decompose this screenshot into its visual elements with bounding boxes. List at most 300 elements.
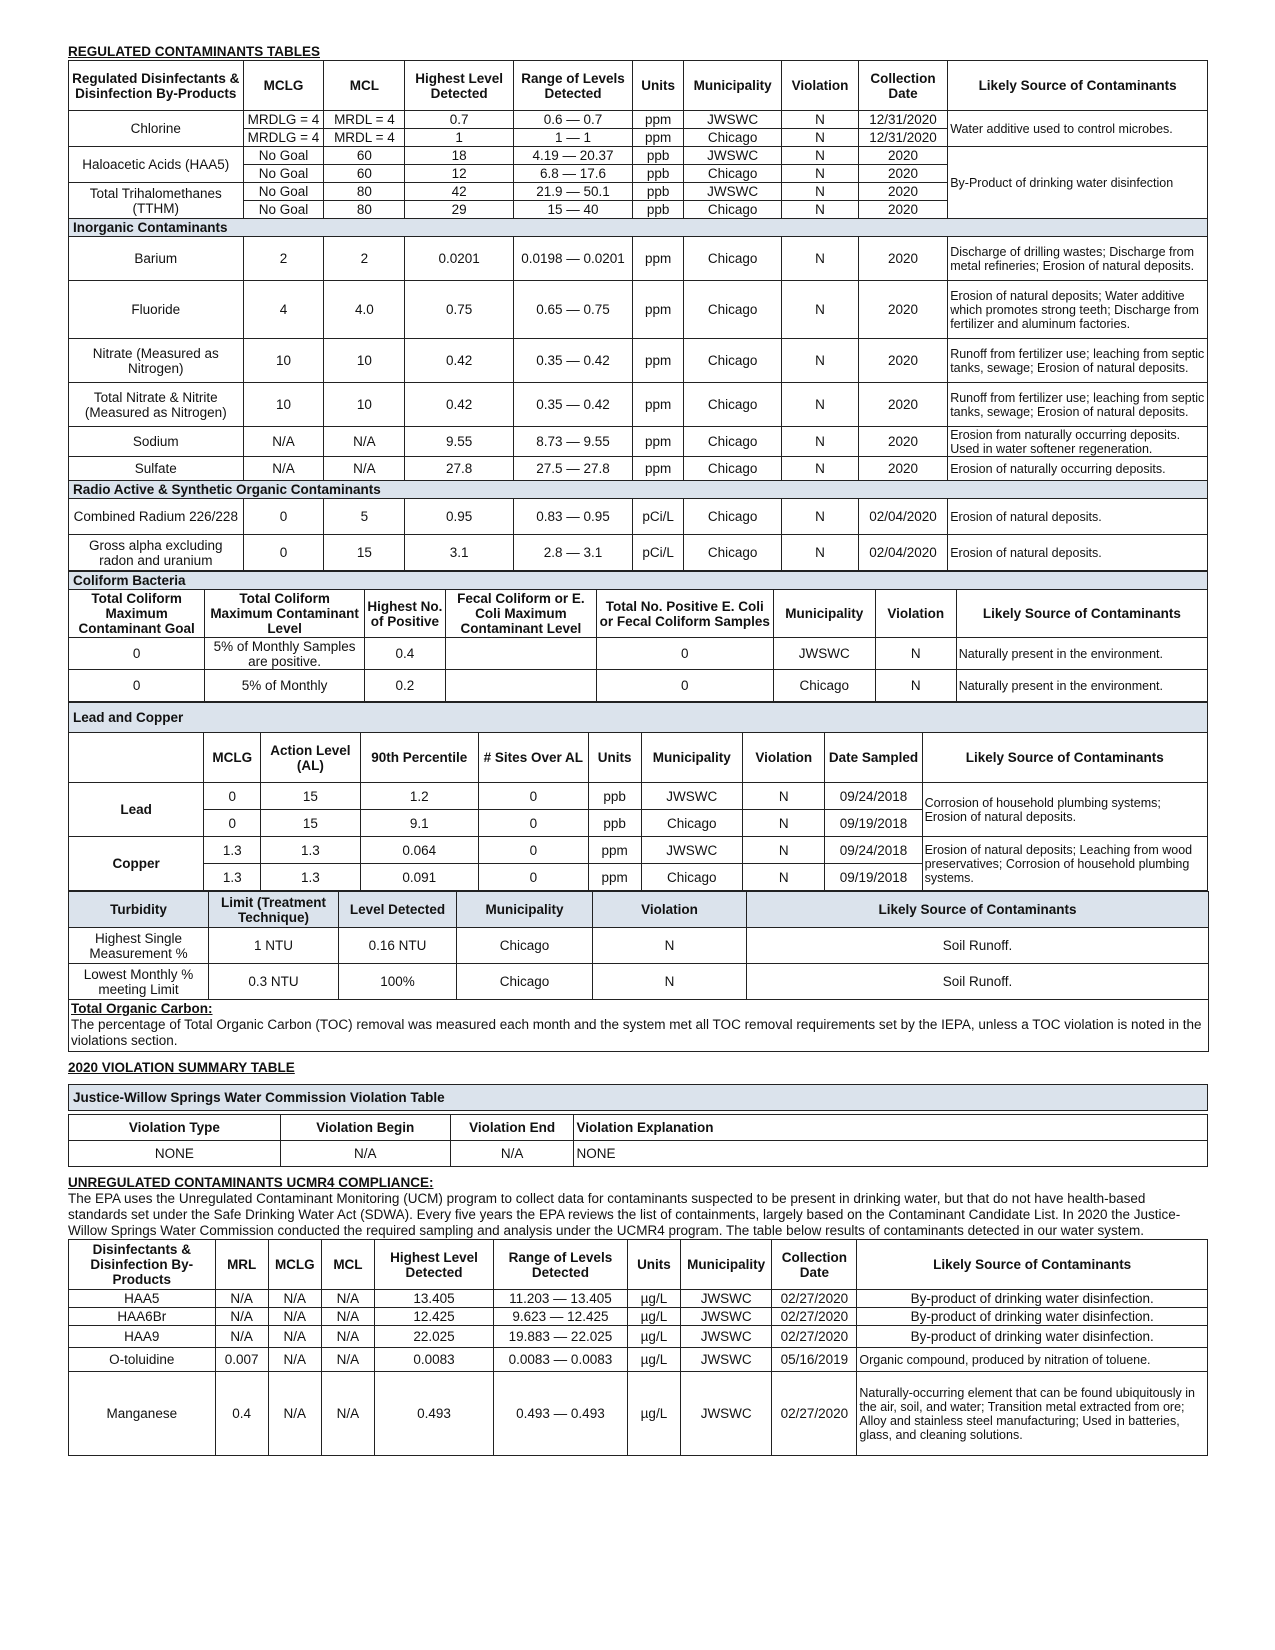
- cell: JWSWC: [684, 183, 782, 201]
- cell: Chicago: [684, 165, 782, 183]
- table-row: [69, 1290, 1208, 1308]
- cell: Soil Runoff.: [747, 964, 1209, 1000]
- cell: 0: [478, 810, 588, 837]
- cell: O-toluidine: [69, 1348, 216, 1372]
- radio-band: [69, 481, 1208, 499]
- cell: µg/L: [627, 1348, 680, 1372]
- col-header: Turbidity: [69, 892, 209, 928]
- cell: 80: [324, 201, 405, 219]
- col-header: Violation End: [450, 1115, 574, 1141]
- cell: ppm: [633, 457, 684, 481]
- cell: 0.007: [215, 1348, 268, 1372]
- violation-title: 2020 VIOLATION SUMMARY TABLE: [68, 1060, 295, 1075]
- cell: 12: [405, 165, 514, 183]
- coliform-table: [68, 571, 1208, 702]
- cell: N: [782, 111, 859, 129]
- cell: 02/04/2020: [858, 535, 947, 571]
- cell: 0: [478, 864, 588, 891]
- cell: 0.0083: [375, 1348, 494, 1372]
- cell: 60: [324, 147, 405, 165]
- ucmr-rows: [69, 1290, 1208, 1456]
- cell: 60: [324, 165, 405, 183]
- cell: N: [782, 183, 859, 201]
- col-header: Likely Source of Contaminants: [747, 892, 1209, 928]
- cell: N: [782, 535, 859, 571]
- cell: JWSWC: [684, 111, 782, 129]
- violation-header-row: [69, 1115, 1208, 1141]
- cell: HAA5: [69, 1290, 216, 1308]
- cell: 6.8 — 17.6: [513, 165, 632, 183]
- col-header: Level Detected: [339, 892, 457, 928]
- cell: N: [743, 783, 825, 810]
- table-row: [69, 1348, 1208, 1372]
- cell: 1.3: [204, 864, 261, 891]
- col-header: Highest Level Detected: [375, 1240, 494, 1290]
- cell: Runoff from fertilizer use; leaching from septic tanks, sewage; Erosion of natural deposits.: [948, 339, 1208, 383]
- col-header: Violation: [743, 733, 825, 783]
- cell: N: [782, 201, 859, 219]
- cell: 02/27/2020: [772, 1372, 857, 1456]
- cell: 19.883 — 22.025: [494, 1326, 628, 1348]
- radio-rows: [69, 499, 1208, 571]
- cell: 5% of Monthly: [205, 670, 365, 702]
- cell: N: [782, 427, 859, 457]
- cell: Highest Single Measurement %: [69, 928, 209, 964]
- cell: N/A: [215, 1290, 268, 1308]
- coliform-header-row: [69, 590, 1208, 638]
- table-row: [69, 928, 1209, 964]
- col-header: Collection Date: [772, 1240, 857, 1290]
- cell: N/A: [280, 1141, 450, 1167]
- cell: 0.0198 — 0.0201: [513, 237, 632, 281]
- col-header: Municipality: [681, 1240, 772, 1290]
- cell: 10: [243, 339, 324, 383]
- cell: N: [875, 638, 956, 670]
- cell: pCi/L: [633, 499, 684, 535]
- cell: N/A: [321, 1326, 374, 1348]
- cell: 0: [243, 535, 324, 571]
- cell: Chicago: [684, 237, 782, 281]
- cell: 2020: [858, 147, 947, 165]
- cell: 2020: [858, 383, 947, 427]
- cell: HAA9: [69, 1326, 216, 1348]
- col-header: Likely Source of Contaminants: [922, 733, 1207, 783]
- cell: JWSWC: [681, 1308, 772, 1326]
- cell: 5: [324, 499, 405, 535]
- blank-header: [69, 733, 204, 783]
- cell: 0: [69, 670, 205, 702]
- cell: Chicago: [684, 129, 782, 147]
- table-row: [69, 670, 1208, 702]
- col-header: Total Coliform Maximum Contaminant Goal: [69, 590, 205, 638]
- cell: µg/L: [627, 1290, 680, 1308]
- cell: Soil Runoff.: [747, 928, 1209, 964]
- cell: ppm: [633, 281, 684, 339]
- col-header: Municipality: [773, 590, 875, 638]
- table-row: [69, 237, 1208, 281]
- cell: N: [782, 457, 859, 481]
- coliform-title: Coliform Bacteria: [69, 572, 1208, 590]
- radio-title: Radio Active & Synthetic Organic Contaminants: [69, 481, 1208, 499]
- cell: Erosion of natural deposits.: [948, 499, 1208, 535]
- col-header: Total Coliform Maximum Contaminant Level: [205, 590, 365, 638]
- cell: Lowest Monthly % meeting Limit: [69, 964, 209, 1000]
- cell: Manganese: [69, 1372, 216, 1456]
- cell: 2020: [858, 339, 947, 383]
- cell: N/A: [215, 1326, 268, 1348]
- col-header: Municipality: [457, 892, 593, 928]
- table-row: [69, 339, 1208, 383]
- cell: 2: [243, 237, 324, 281]
- col-header: Highest Level Detected: [405, 61, 514, 111]
- cell: 0.493: [375, 1372, 494, 1456]
- cell: ppb: [633, 183, 684, 201]
- cell: Discharge of drilling wastes; Discharge from metal refineries; Erosion of natural deposits.: [948, 237, 1208, 281]
- col-header: Violation: [593, 892, 747, 928]
- col-header: Range of Levels Detected: [494, 1240, 628, 1290]
- col-header: MRL: [215, 1240, 268, 1290]
- coliform-rows: [69, 638, 1208, 702]
- cell: µg/L: [627, 1372, 680, 1456]
- col-header: Likely Source of Contaminants: [948, 61, 1208, 111]
- col-header: MCL: [324, 61, 405, 111]
- cell: 2: [324, 237, 405, 281]
- cell: 4: [243, 281, 324, 339]
- cell: ppm: [633, 129, 684, 147]
- cell: Chicago: [684, 383, 782, 427]
- toc-row: [69, 1000, 1209, 1052]
- cell: 2020: [858, 237, 947, 281]
- cell: N/A: [243, 427, 324, 457]
- turbidity-header-row: [69, 892, 1209, 928]
- cell: 0.65 — 0.75: [513, 281, 632, 339]
- cell: 0: [596, 670, 773, 702]
- cell: ppm: [588, 864, 641, 891]
- cell: 3.1: [405, 535, 514, 571]
- col-header: Date Sampled: [825, 733, 922, 783]
- cell: 10: [243, 383, 324, 427]
- cell: 12/31/2020: [858, 129, 947, 147]
- cell: Organic compound, produced by nitration of toluene.: [857, 1348, 1208, 1372]
- cell: 15: [261, 810, 360, 837]
- col-header: Likely Source of Contaminants: [857, 1240, 1208, 1290]
- col-header: Likely Source of Contaminants: [956, 590, 1207, 638]
- cell: 05/16/2019: [772, 1348, 857, 1372]
- cell: 0: [204, 810, 261, 837]
- table-row: [69, 457, 1208, 481]
- cell: Barium: [69, 237, 244, 281]
- cell: Naturally-occurring element that can be found ubiquitously in the air, soil, and water; Transition metal extracted from ore; Alloy and stainless steel manufacturing; Used in batteries, glass, and cleaning solutions.: [857, 1372, 1208, 1456]
- cell: MRDLG = 4: [243, 111, 324, 129]
- cell: 09/19/2018: [825, 810, 922, 837]
- cell: Nitrate (Measured as Nitrogen): [69, 339, 244, 383]
- cell: Chicago: [684, 535, 782, 571]
- cell: N: [782, 339, 859, 383]
- cell: Erosion of natural deposits.: [948, 535, 1208, 571]
- cell: Chicago: [684, 201, 782, 219]
- cell: 9.1: [360, 810, 478, 837]
- cell: 0.4: [215, 1372, 268, 1456]
- cell: Erosion from naturally occurring deposits. Used in water softener regeneration.: [948, 427, 1208, 457]
- cell: N: [875, 670, 956, 702]
- cell: Chicago: [684, 457, 782, 481]
- cell: N: [782, 383, 859, 427]
- cell: Chicago: [457, 928, 593, 964]
- document-page: [68, 44, 1208, 1456]
- cell: 8.73 — 9.55: [513, 427, 632, 457]
- cell: Chicago: [684, 339, 782, 383]
- lead-copper-band: [69, 703, 1208, 733]
- cell: 0.4: [364, 638, 445, 670]
- cell: N/A: [321, 1308, 374, 1326]
- cell: Chicago: [457, 964, 593, 1000]
- cell: N: [782, 237, 859, 281]
- col-header: Units: [588, 733, 641, 783]
- cell: 15 — 40: [513, 201, 632, 219]
- cell: Total Nitrate & Nitrite (Measured as Nitrogen): [69, 383, 244, 427]
- cell: 2020: [858, 183, 947, 201]
- cell: N: [743, 864, 825, 891]
- cell: 9.623 — 12.425: [494, 1308, 628, 1326]
- col-header: Violation Begin: [280, 1115, 450, 1141]
- cell: 0.0083 — 0.0083: [494, 1348, 628, 1372]
- cell: JWSWC: [681, 1348, 772, 1372]
- inorganic-title: Inorganic Contaminants: [69, 219, 1208, 237]
- cell: No Goal: [243, 183, 324, 201]
- cell: 1.3: [261, 837, 360, 864]
- cell: N: [782, 147, 859, 165]
- cell: 02/27/2020: [772, 1308, 857, 1326]
- cell: 100%: [339, 964, 457, 1000]
- cell: 1.2: [360, 783, 478, 810]
- cell: N: [743, 837, 825, 864]
- cell: N: [782, 165, 859, 183]
- col-header: Violation: [875, 590, 956, 638]
- cell: 0.091: [360, 864, 478, 891]
- regulated-title: REGULATED CONTAMINANTS TABLES: [68, 44, 320, 59]
- cell: 0.35 — 0.42: [513, 339, 632, 383]
- cell: 42: [405, 183, 514, 201]
- table-row: [69, 281, 1208, 339]
- cell: Runoff from fertilizer use; leaching from septic tanks, sewage; Erosion of natural deposits.: [948, 383, 1208, 427]
- toc-text: The percentage of Total Organic Carbon (TOC) removal was measured each month and the system met all TOC removal requirements set by the IEPA, unless a TOC violation is noted in the violations section.: [71, 1017, 1202, 1048]
- table-row: [69, 1372, 1208, 1456]
- cell: Chicago: [641, 864, 742, 891]
- cell: Chicago: [641, 810, 742, 837]
- cell: 2020: [858, 427, 947, 457]
- cell: 22.025: [375, 1326, 494, 1348]
- cell: 0: [596, 638, 773, 670]
- col-header: Action Level (AL): [261, 733, 360, 783]
- table-row: [69, 383, 1208, 427]
- turbidity-table: [68, 891, 1209, 1052]
- cell: NONE: [574, 1141, 1208, 1167]
- cell: N/A: [324, 457, 405, 481]
- cell: 4.19 — 20.37: [513, 147, 632, 165]
- cell: N/A: [324, 427, 405, 457]
- table-row: [69, 837, 1208, 864]
- cell: 27.8: [405, 457, 514, 481]
- col-header: Municipality: [684, 61, 782, 111]
- table-row: [69, 147, 1208, 165]
- cell: No Goal: [243, 201, 324, 219]
- col-header: Total No. Positive E. Coli or Fecal Coliform Samples: [596, 590, 773, 638]
- table-row: [69, 111, 1208, 129]
- cell: JWSWC: [641, 837, 742, 864]
- cell: 02/27/2020: [772, 1326, 857, 1348]
- cell: ppb: [633, 147, 684, 165]
- col-header: Units: [627, 1240, 680, 1290]
- cell: 0.7: [405, 111, 514, 129]
- cell: JWSWC: [684, 147, 782, 165]
- cell: 2020: [858, 281, 947, 339]
- col-header: Violation Explanation: [574, 1115, 1208, 1141]
- col-header: Fecal Coliform or E. Coli Maximum Contaminant Level: [445, 590, 596, 638]
- cell: 0.493 — 0.493: [494, 1372, 628, 1456]
- cell: 5% of Monthly Samples are positive.: [205, 638, 365, 670]
- cell: N/A: [321, 1372, 374, 1456]
- cell: 10: [324, 383, 405, 427]
- turbidity-rows: [69, 928, 1209, 1000]
- table-row: [69, 499, 1208, 535]
- cell: JWSWC: [773, 638, 875, 670]
- col-header: MCLG: [268, 1240, 321, 1290]
- cell: 0.42: [405, 383, 514, 427]
- lead-copper-table: [68, 702, 1208, 891]
- cell: 09/19/2018: [825, 864, 922, 891]
- cell: By-product of drinking water disinfection.: [857, 1326, 1208, 1348]
- cell: Corrosion of household plumbing systems; Erosion of natural deposits.: [922, 783, 1207, 837]
- cell: 10: [324, 339, 405, 383]
- cell: N/A: [321, 1348, 374, 1372]
- cell: 9.55: [405, 427, 514, 457]
- violation-row: [69, 1141, 1208, 1167]
- col-header: MCL: [321, 1240, 374, 1290]
- cell: No Goal: [243, 165, 324, 183]
- cell: ppm: [633, 237, 684, 281]
- cell: 02/04/2020: [858, 499, 947, 535]
- cell: JWSWC: [681, 1326, 772, 1348]
- col-header: MCLG: [204, 733, 261, 783]
- table-row: [69, 964, 1209, 1000]
- cell: Gross alpha excluding radon and uranium: [69, 535, 244, 571]
- cell: 12/31/2020: [858, 111, 947, 129]
- cell: 21.9 — 50.1: [513, 183, 632, 201]
- cell: N/A: [243, 457, 324, 481]
- col-header: Units: [633, 61, 684, 111]
- cell: 0: [243, 499, 324, 535]
- table-row: [69, 783, 1208, 810]
- coliform-band: [69, 572, 1208, 590]
- toc-title: Total Organic Carbon:: [71, 1001, 213, 1016]
- col-header: MCLG: [243, 61, 324, 111]
- cell: 09/24/2018: [825, 837, 922, 864]
- cell: N/A: [215, 1308, 268, 1326]
- lead-copper-header-row: [69, 733, 1208, 783]
- cell: ppm: [588, 837, 641, 864]
- cell: Sulfate: [69, 457, 244, 481]
- cell: N/A: [268, 1326, 321, 1348]
- cell: Lead: [69, 783, 204, 837]
- cell: Naturally present in the environment.: [956, 670, 1207, 702]
- cell: Chlorine: [69, 111, 244, 147]
- col-header: Disinfectants & Disinfection By-Products: [69, 1240, 216, 1290]
- disinfect-rows: [69, 111, 1208, 219]
- cell: 0.3 NTU: [209, 964, 339, 1000]
- cell: [445, 638, 596, 670]
- ucmr-title: UNREGULATED CONTAMINANTS UCMR4 COMPLIANCE:: [68, 1175, 434, 1190]
- cell: N: [782, 499, 859, 535]
- cell: JWSWC: [681, 1290, 772, 1308]
- cell: 1: [405, 129, 514, 147]
- cell: 0: [478, 783, 588, 810]
- cell: 2020: [858, 165, 947, 183]
- cell: Chicago: [684, 281, 782, 339]
- cell: Chicago: [684, 427, 782, 457]
- cell: 09/24/2018: [825, 783, 922, 810]
- cell: N/A: [450, 1141, 574, 1167]
- cell: NONE: [69, 1141, 281, 1167]
- regulated-table: [68, 60, 1208, 571]
- cell: N: [782, 129, 859, 147]
- cell: By-product of drinking water disinfection.: [857, 1290, 1208, 1308]
- table-row: [69, 535, 1208, 571]
- cell: Copper: [69, 837, 204, 891]
- cell: N/A: [321, 1290, 374, 1308]
- cell: 0: [69, 638, 205, 670]
- cell: 0.83 — 0.95: [513, 499, 632, 535]
- col-header: Limit (Treatment Technique): [209, 892, 339, 928]
- cell: 27.5 — 27.8: [513, 457, 632, 481]
- table-row: [69, 1326, 1208, 1348]
- col-header: 90th Percentile: [360, 733, 478, 783]
- cell: µg/L: [627, 1326, 680, 1348]
- cell: 2020: [858, 457, 947, 481]
- cell: ppb: [588, 810, 641, 837]
- cell: 4.0: [324, 281, 405, 339]
- cell: 0.2: [364, 670, 445, 702]
- col-header: Municipality: [641, 733, 742, 783]
- cell: 0.0201: [405, 237, 514, 281]
- table-row: [69, 427, 1208, 457]
- violation-table-title: Justice-Willow Springs Water Commission Violation Table: [69, 1085, 1208, 1111]
- cell: 15: [261, 783, 360, 810]
- cell: 18: [405, 147, 514, 165]
- cell: [445, 670, 596, 702]
- cell: 0.064: [360, 837, 478, 864]
- cell: No Goal: [243, 147, 324, 165]
- cell: 0: [478, 837, 588, 864]
- violation-band: [69, 1085, 1208, 1111]
- cell: 13.405: [375, 1290, 494, 1308]
- cell: ppb: [633, 201, 684, 219]
- cell: Water additive used to control microbes.: [948, 111, 1208, 147]
- cell: 0.6 — 0.7: [513, 111, 632, 129]
- cell: HAA6Br: [69, 1308, 216, 1326]
- cell: 0.35 — 0.42: [513, 383, 632, 427]
- cell: MRDL = 4: [324, 111, 405, 129]
- violation-table: [68, 1084, 1208, 1167]
- cell: By-Product of drinking water disinfection: [948, 147, 1208, 219]
- cell: ppm: [633, 339, 684, 383]
- col-header: Regulated Disinfectants & Disinfection By-Products: [69, 61, 244, 111]
- cell: 0.95: [405, 499, 514, 535]
- cell: 1.3: [261, 864, 360, 891]
- cell: By-product of drinking water disinfection.: [857, 1308, 1208, 1326]
- cell: N/A: [268, 1290, 321, 1308]
- lead-copper-title: Lead and Copper: [69, 703, 1208, 733]
- inorganic-band: [69, 219, 1208, 237]
